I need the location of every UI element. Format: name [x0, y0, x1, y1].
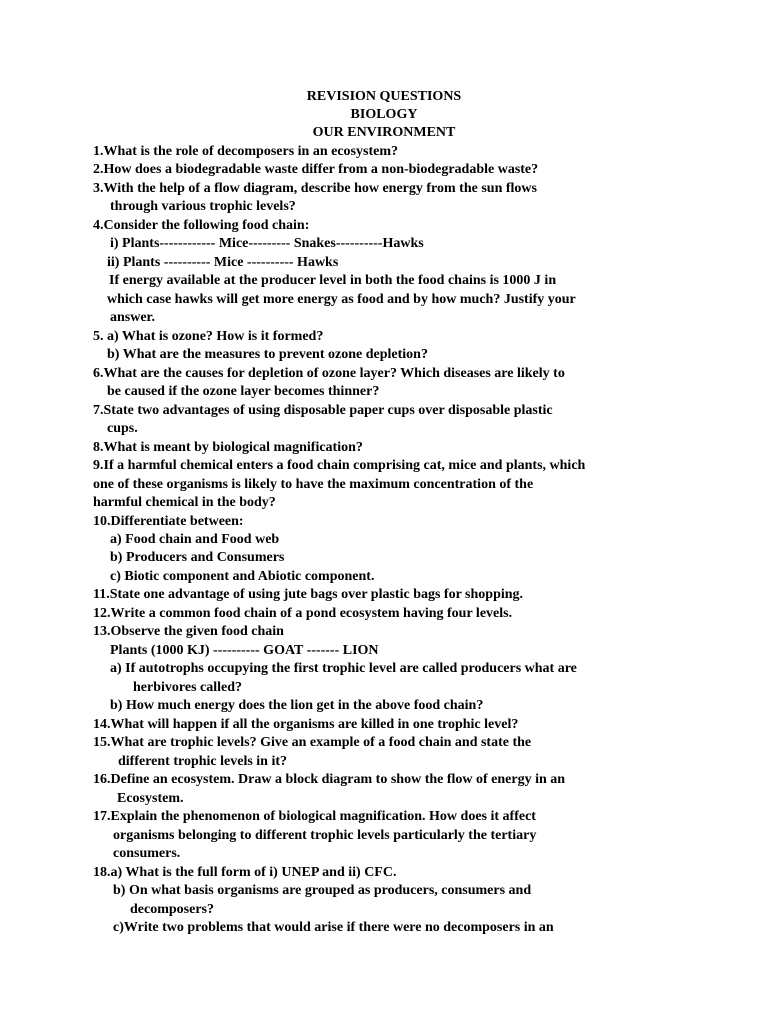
question-line: c) Biotic component and Abiotic component.: [110, 569, 375, 584]
question-line: 5. a) What is ozone? How is it formed?: [93, 329, 324, 344]
question-line: be caused if the ozone layer becomes thinner?: [107, 384, 380, 399]
question-line: 15.What are trophic levels? Give an example of a food chain and state the: [93, 735, 532, 750]
question-line: ii) Plants ---------- Mice ---------- Hawks: [107, 255, 339, 270]
question-line: consumers.: [113, 846, 181, 861]
question-line: b) How much energy does the lion get in the above food chain?: [110, 698, 484, 713]
question-line: c)Write two problems that would arise if there were no decomposers in an: [113, 920, 554, 935]
question-line: i) Plants------------ Mice--------- Snakes----------Hawks: [110, 236, 424, 251]
question-line: 12.Write a common food chain of a pond ecosystem having four levels.: [93, 606, 513, 621]
question-line: a) Food chain and Food web: [110, 532, 280, 547]
question-line: 18.a) What is the full form of i) UNEP and ii) CFC.: [93, 865, 397, 880]
question-line: 14.What will happen if all the organisms are killed in one trophic level?: [93, 717, 519, 732]
question-line: 13.Observe the given food chain: [93, 624, 284, 639]
question-line: which case hawks will get more energy as food and by how much? Justify your: [107, 292, 576, 307]
question-line: 7.State two advantages of using disposable paper cups over disposable plastic: [93, 403, 553, 418]
question-line: 11.State one advantage of using jute bags over plastic bags for shopping.: [93, 587, 524, 602]
question-line: one of these organisms is likely to have the maximum concentration of the: [93, 477, 534, 492]
question-line: answer.: [110, 310, 155, 325]
question-line: b) Producers and Consumers: [110, 550, 285, 565]
question-line: organisms belonging to different trophic levels particularly the tertiary: [113, 828, 537, 843]
document-title: REVISION QUESTIONS: [306, 89, 462, 104]
question-line: 9.If a harmful chemical enters a food chain comprising cat, mice and plants, which: [93, 458, 586, 473]
question-line: 10.Differentiate between:: [93, 514, 244, 529]
question-line: Ecosystem.: [117, 791, 184, 806]
question-line: 3.With the help of a flow diagram, describe how energy from the sun flows: [93, 181, 537, 196]
chapter-heading: OUR ENVIRONMENT: [312, 125, 456, 140]
question-line: b) What are the measures to prevent ozone depletion?: [107, 347, 428, 362]
question-line: If energy available at the producer level in both the food chains is 1000 J in: [109, 273, 557, 288]
question-line: 8.What is meant by biological magnification?: [93, 440, 363, 455]
question-line: cups.: [107, 421, 138, 436]
question-line: 4.Consider the following food chain:: [93, 218, 310, 233]
question-line: herbivores called?: [133, 680, 243, 695]
question-line: 2.How does a biodegradable waste differ from a non-biodegradable waste?: [93, 162, 539, 177]
question-line: Plants (1000 KJ) ---------- GOAT ------- LION: [110, 643, 379, 658]
question-line: 16.Define an ecosystem. Draw a block diagram to show the flow of energy in an: [93, 772, 566, 787]
question-line: 17.Explain the phenomenon of biological magnification. How does it affect: [93, 809, 536, 824]
question-line: through various trophic levels?: [110, 199, 296, 214]
subject-heading: BIOLOGY: [350, 107, 418, 122]
question-line: b) On what basis organisms are grouped as producers, consumers and: [113, 883, 532, 898]
question-line: 1.What is the role of decomposers in an ecosystem?: [93, 144, 398, 159]
question-line: decomposers?: [130, 902, 214, 917]
question-line: harmful chemical in the body?: [93, 495, 276, 510]
question-line: 6.What are the causes for depletion of ozone layer? Which diseases are likely to: [93, 366, 565, 381]
question-line: a) If autotrophs occupying the first trophic level are called producers what are: [110, 661, 577, 676]
question-line: different trophic levels in it?: [118, 754, 288, 769]
